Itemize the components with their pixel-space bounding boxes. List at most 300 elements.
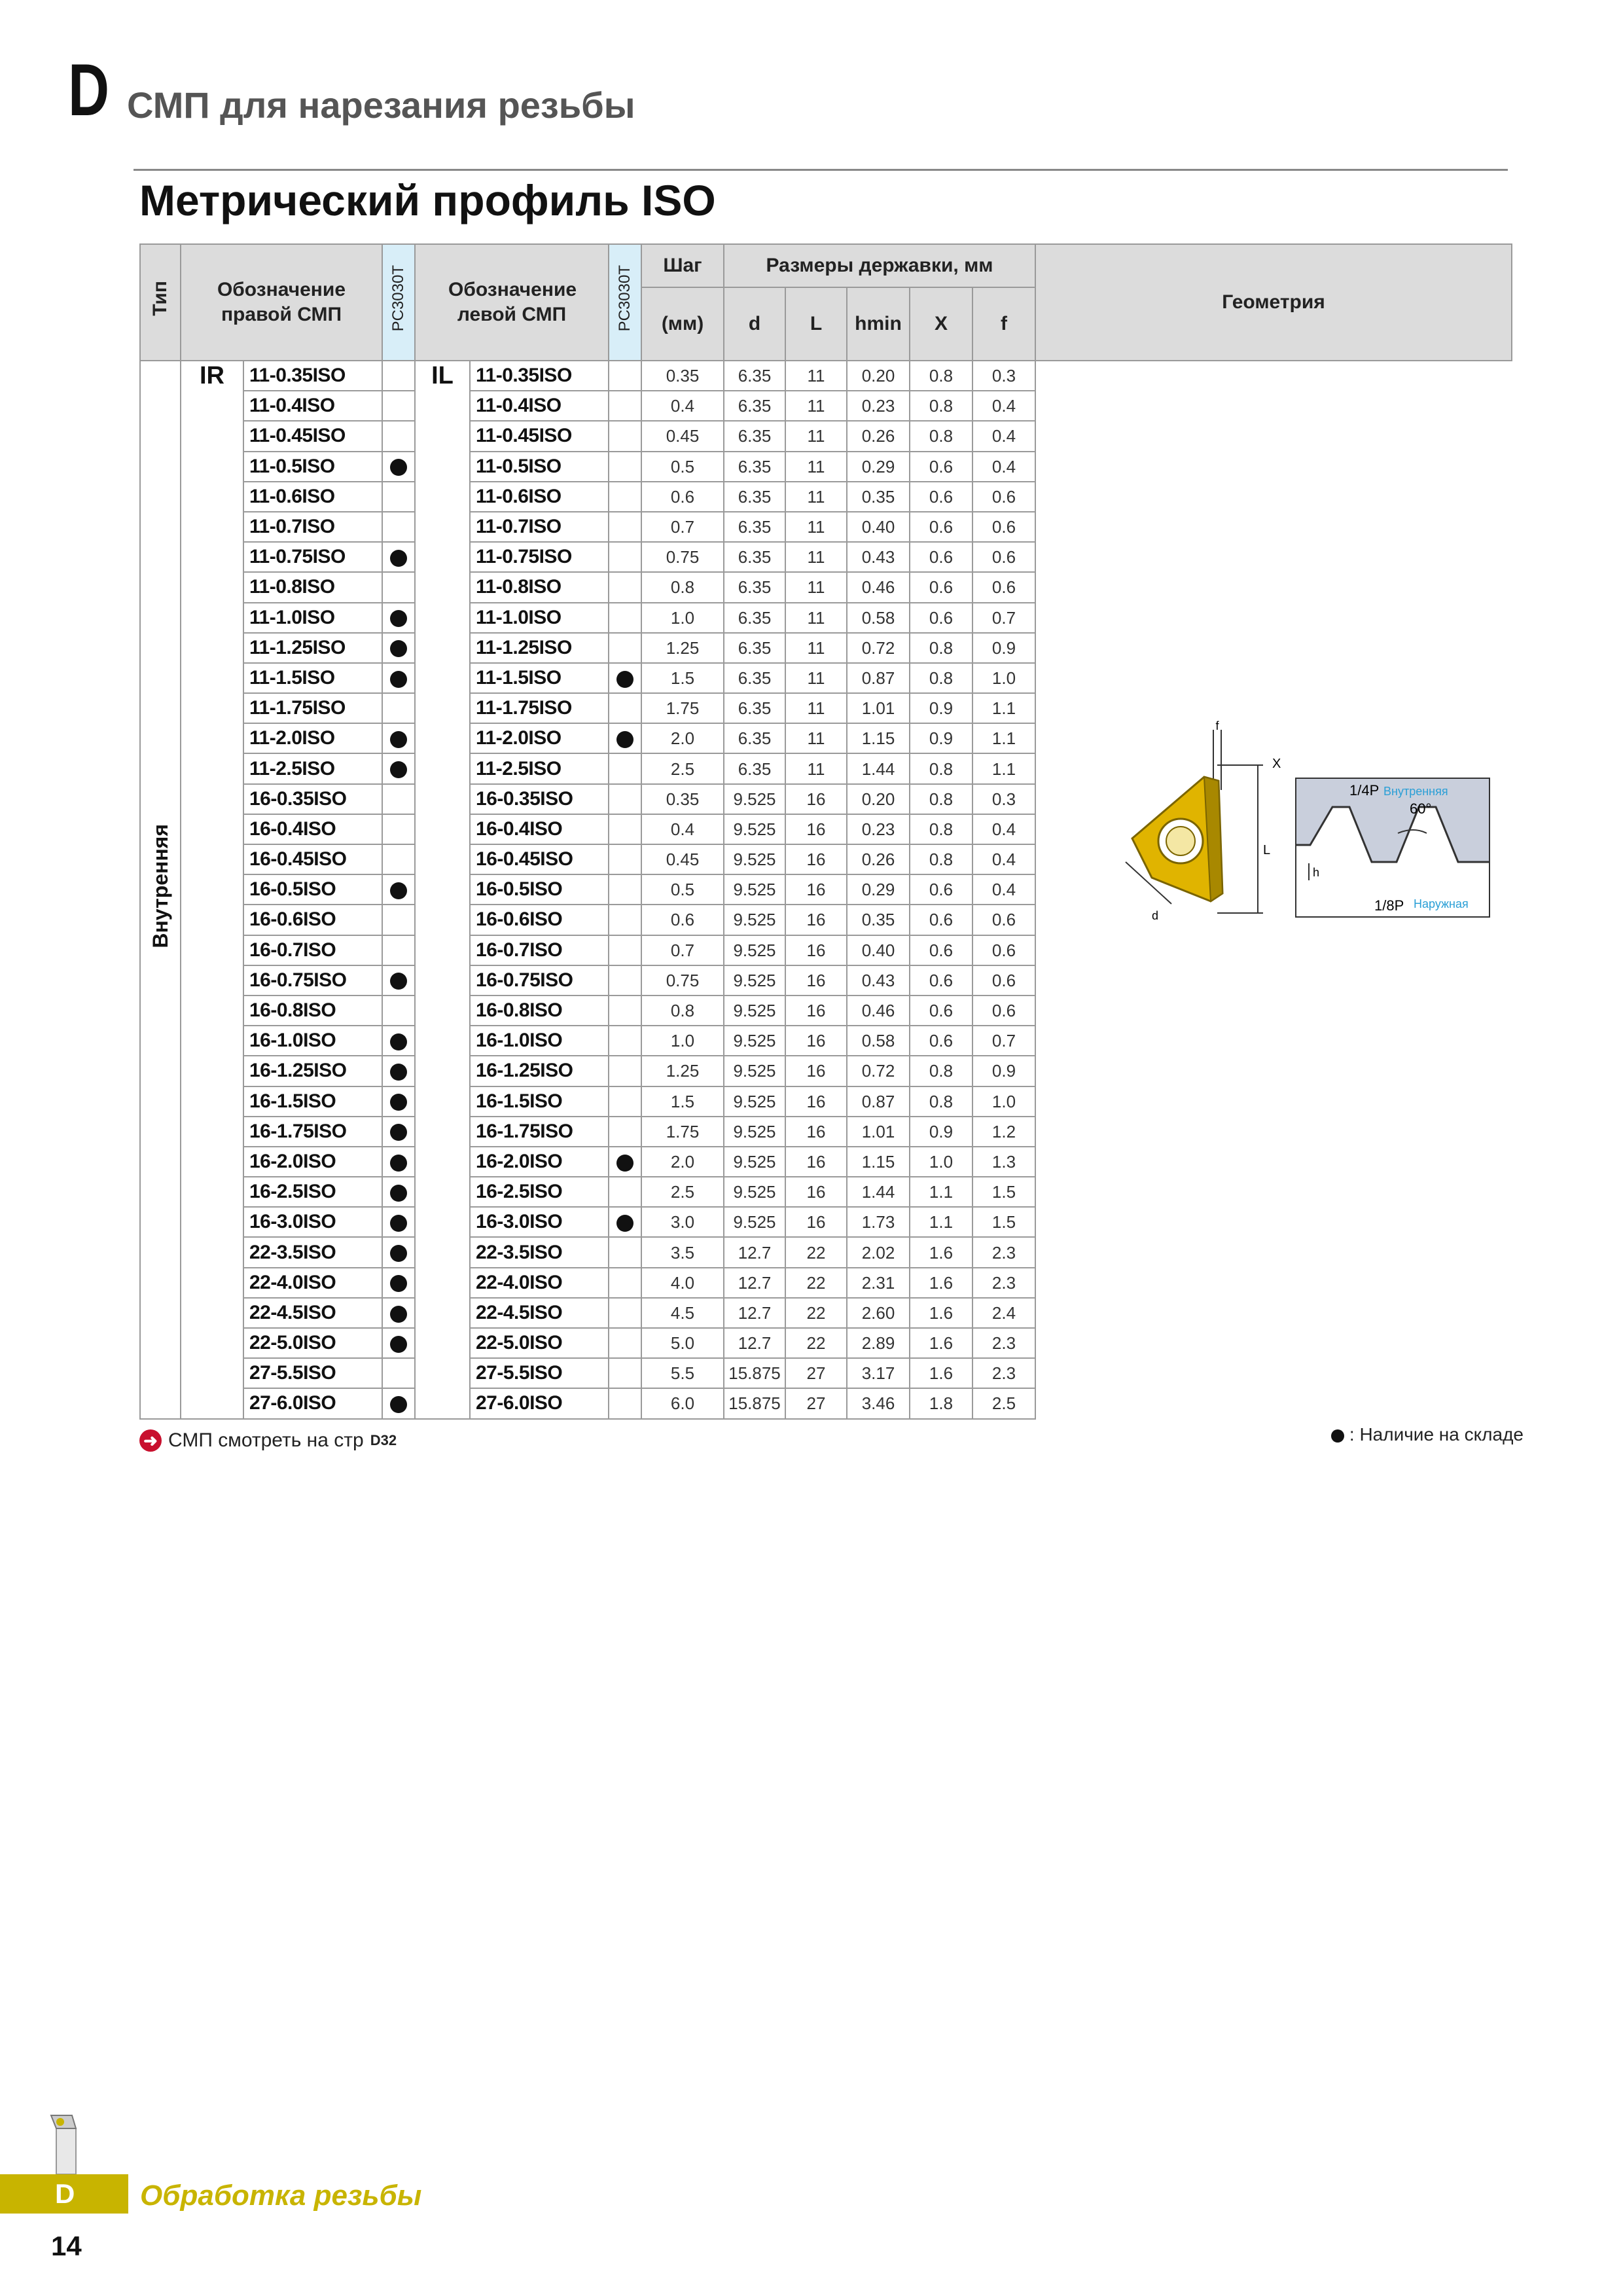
right-insert-name[interactable]: 22-4.0ISO — [243, 1268, 382, 1298]
left-insert-name[interactable]: 16-0.4ISO — [470, 814, 609, 844]
right-stock-cell — [382, 1207, 415, 1237]
right-stock-cell — [382, 935, 415, 965]
left-insert-name[interactable]: 16-2.5ISO — [470, 1177, 609, 1207]
stock-legend — [1331, 1424, 1524, 1445]
right-stock-cell — [382, 572, 415, 602]
left-stock-cell — [609, 1388, 641, 1418]
f-cell: 0.6 — [972, 482, 1035, 512]
x-cell: 0.9 — [910, 1117, 972, 1147]
pitch-cell: 0.75 — [641, 542, 724, 572]
f-cell: 1.2 — [972, 1117, 1035, 1147]
left-insert-name[interactable]: 16-0.6ISO — [470, 905, 609, 935]
f-cell: 0.3 — [972, 784, 1035, 814]
left-stock-cell — [609, 512, 641, 542]
d-cell: 9.525 — [724, 844, 785, 874]
stock-dot-icon — [390, 731, 407, 748]
hmin-cell: 1.01 — [847, 693, 910, 723]
right-stock-cell — [382, 814, 415, 844]
f-cell: 0.6 — [972, 512, 1035, 542]
page-number: 14 — [51, 2231, 82, 2261]
pitch-cell: 0.45 — [641, 421, 724, 451]
right-insert-name[interactable]: 11-0.4ISO — [243, 391, 382, 421]
right-stock-cell — [382, 452, 415, 482]
right-stock-cell — [382, 1056, 415, 1086]
right-insert-name[interactable]: 16-0.35ISO — [243, 784, 382, 814]
label-inner: Внутренняя — [1383, 785, 1448, 798]
stock-dot-icon — [390, 1033, 407, 1050]
right-tag: IR — [181, 361, 243, 1419]
stock-dot-icon — [390, 761, 407, 778]
right-insert-name[interactable]: 16-3.0ISO — [243, 1207, 382, 1237]
stock-dot-icon — [390, 1185, 407, 1202]
left-stock-cell — [609, 723, 641, 753]
left-insert-name[interactable]: 16-0.8ISO — [470, 996, 609, 1026]
right-stock-cell — [382, 1298, 415, 1328]
x-cell: 0.8 — [910, 421, 972, 451]
x-cell: 0.6 — [910, 542, 972, 572]
L-cell: 16 — [785, 814, 847, 844]
left-insert-name[interactable]: 16-2.0ISO — [470, 1147, 609, 1177]
stock-dot-icon — [390, 1336, 407, 1353]
left-stock-cell — [609, 753, 641, 783]
x-cell: 0.8 — [910, 784, 972, 814]
right-insert-name[interactable]: 16-0.45ISO — [243, 844, 382, 874]
hmin-cell: 1.15 — [847, 1147, 910, 1177]
right-stock-cell — [382, 512, 415, 542]
left-insert-name[interactable]: 11-1.25ISO — [470, 633, 609, 663]
left-stock-cell — [609, 421, 641, 451]
pitch-cell: 1.25 — [641, 633, 724, 663]
x-cell: 0.8 — [910, 753, 972, 783]
left-stock-cell — [609, 663, 641, 693]
left-stock-cell — [609, 542, 641, 572]
L-cell: 11 — [785, 663, 847, 693]
stock-dot-icon — [390, 1064, 407, 1081]
pitch-cell: 6.0 — [641, 1388, 724, 1418]
left-insert-name[interactable]: 22-4.5ISO — [470, 1298, 609, 1328]
label-eighth: 1/8P — [1374, 897, 1404, 914]
pitch-cell: 0.5 — [641, 452, 724, 482]
pitch-cell: 0.5 — [641, 874, 724, 905]
L-cell: 11 — [785, 512, 847, 542]
f-cell: 0.6 — [972, 996, 1035, 1026]
L-cell: 16 — [785, 1117, 847, 1147]
right-insert-name[interactable]: 16-2.5ISO — [243, 1177, 382, 1207]
x-cell: 1.6 — [910, 1328, 972, 1358]
f-cell: 1.1 — [972, 723, 1035, 753]
d-cell: 12.7 — [724, 1298, 785, 1328]
right-insert-name[interactable]: 11-0.75ISO — [243, 542, 382, 572]
stock-dot-icon — [616, 731, 633, 748]
label-quarter: 1/4P — [1349, 782, 1380, 798]
pitch-cell: 0.45 — [641, 844, 724, 874]
x-cell: 0.8 — [910, 814, 972, 844]
pitch-cell: 1.5 — [641, 663, 724, 693]
pitch-cell: 1.75 — [641, 1117, 724, 1147]
L-cell: 11 — [785, 452, 847, 482]
right-stock-cell — [382, 753, 415, 783]
left-insert-name[interactable]: 22-4.0ISO — [470, 1268, 609, 1298]
pitch-cell: 2.0 — [641, 723, 724, 753]
right-stock-cell — [382, 603, 415, 633]
left-insert-name[interactable]: 16-0.35ISO — [470, 784, 609, 814]
stock-dot-icon — [390, 671, 407, 688]
x-cell: 0.6 — [910, 905, 972, 935]
left-insert-name[interactable]: 16-1.0ISO — [470, 1026, 609, 1056]
left-insert-name[interactable]: 16-1.75ISO — [470, 1117, 609, 1147]
d-cell: 9.525 — [724, 996, 785, 1026]
right-insert-name[interactable]: 11-0.8ISO — [243, 572, 382, 602]
footer-section: Обработка резьбы — [140, 2179, 422, 2212]
left-stock-cell — [609, 844, 641, 874]
x-cell: 1.6 — [910, 1298, 972, 1328]
f-cell: 0.4 — [972, 874, 1035, 905]
x-cell: 1.6 — [910, 1268, 972, 1298]
table-row — [140, 361, 1512, 391]
hmin-cell: 0.26 — [847, 421, 910, 451]
L-cell: 22 — [785, 1237, 847, 1267]
label-d: d — [1152, 909, 1159, 922]
L-cell: 16 — [785, 905, 847, 935]
hmin-cell: 1.15 — [847, 723, 910, 753]
f-cell: 0.6 — [972, 905, 1035, 935]
header-X: X — [910, 287, 972, 361]
label-L: L — [1263, 843, 1271, 857]
pitch-cell: 0.8 — [641, 572, 724, 602]
L-cell: 11 — [785, 361, 847, 391]
right-stock-cell — [382, 1237, 415, 1267]
left-stock-cell — [609, 452, 641, 482]
f-cell: 2.5 — [972, 1388, 1035, 1418]
d-cell: 6.35 — [724, 663, 785, 693]
f-cell: 0.6 — [972, 935, 1035, 965]
left-insert-name[interactable]: 16-0.75ISO — [470, 965, 609, 996]
d-cell: 6.35 — [724, 452, 785, 482]
pitch-cell: 0.4 — [641, 814, 724, 844]
right-stock-cell — [382, 1026, 415, 1056]
hmin-cell: 0.35 — [847, 482, 910, 512]
d-cell: 6.35 — [724, 572, 785, 602]
right-insert-name[interactable]: 22-3.5ISO — [243, 1237, 382, 1267]
hmin-cell: 2.89 — [847, 1328, 910, 1358]
f-cell: 0.4 — [972, 452, 1035, 482]
f-cell: 2.3 — [972, 1328, 1035, 1358]
d-cell: 12.7 — [724, 1328, 785, 1358]
x-cell: 0.6 — [910, 1026, 972, 1056]
hmin-cell: 2.60 — [847, 1298, 910, 1328]
stock-dot-icon — [390, 1396, 407, 1413]
header-f: f — [972, 287, 1035, 361]
pitch-cell: 5.5 — [641, 1358, 724, 1388]
header-grade-right: PC3030T — [382, 244, 415, 361]
left-insert-name[interactable]: 16-0.45ISO — [470, 844, 609, 874]
L-cell: 16 — [785, 1086, 847, 1117]
x-cell: 0.6 — [910, 935, 972, 965]
L-cell: 16 — [785, 1147, 847, 1177]
L-cell: 16 — [785, 965, 847, 996]
f-cell: 0.9 — [972, 1056, 1035, 1086]
right-stock-cell — [382, 965, 415, 996]
hmin-cell: 1.01 — [847, 1117, 910, 1147]
stock-dot-icon — [390, 1245, 407, 1262]
header-hmin: hmin — [847, 287, 910, 361]
stock-dot-icon — [390, 1155, 407, 1172]
left-stock-cell — [609, 814, 641, 844]
left-stock-cell — [609, 391, 641, 421]
f-cell: 1.1 — [972, 753, 1035, 783]
stock-dot-icon — [390, 610, 407, 627]
L-cell: 22 — [785, 1328, 847, 1358]
left-insert-name[interactable]: 11-0.75ISO — [470, 542, 609, 572]
left-insert-name[interactable]: 27-5.5ISO — [470, 1358, 609, 1388]
right-insert-name[interactable]: 16-0.8ISO — [243, 996, 382, 1026]
pitch-cell: 1.5 — [641, 1086, 724, 1117]
see-page-note[interactable] — [139, 1429, 397, 1452]
right-insert-name[interactable]: 27-6.0ISO — [243, 1388, 382, 1418]
x-cell: 0.6 — [910, 874, 972, 905]
right-stock-cell — [382, 1117, 415, 1147]
L-cell: 16 — [785, 844, 847, 874]
right-insert-name[interactable]: 16-1.75ISO — [243, 1117, 382, 1147]
d-cell: 6.35 — [724, 723, 785, 753]
right-insert-name[interactable]: 22-5.0ISO — [243, 1328, 382, 1358]
pitch-cell: 5.0 — [641, 1328, 724, 1358]
stock-dot-icon — [390, 973, 407, 990]
d-cell: 9.525 — [724, 965, 785, 996]
left-stock-cell — [609, 1177, 641, 1207]
right-insert-name[interactable]: 22-4.5ISO — [243, 1298, 382, 1328]
hmin-cell: 0.35 — [847, 905, 910, 935]
left-insert-name[interactable]: 11-1.0ISO — [470, 603, 609, 633]
d-cell: 15.875 — [724, 1358, 785, 1388]
left-stock-cell — [609, 784, 641, 814]
stock-dot-icon — [390, 1275, 407, 1292]
right-insert-name[interactable]: 16-0.75ISO — [243, 965, 382, 996]
f-cell: 2.3 — [972, 1358, 1035, 1388]
x-cell: 1.6 — [910, 1358, 972, 1388]
f-cell: 0.9 — [972, 633, 1035, 663]
left-stock-cell — [609, 572, 641, 602]
right-stock-cell — [382, 1147, 415, 1177]
right-insert-name[interactable]: 11-2.0ISO — [243, 723, 382, 753]
d-cell: 6.35 — [724, 512, 785, 542]
right-stock-cell — [382, 482, 415, 512]
hmin-cell: 1.44 — [847, 1177, 910, 1207]
stock-dot-icon — [390, 1124, 407, 1141]
right-insert-name[interactable]: 11-0.5ISO — [243, 452, 382, 482]
x-cell: 0.6 — [910, 482, 972, 512]
right-stock-cell — [382, 723, 415, 753]
d-cell: 9.525 — [724, 1056, 785, 1086]
d-cell: 6.35 — [724, 693, 785, 723]
left-stock-cell — [609, 1328, 641, 1358]
header-geometry: Геометрия — [1035, 244, 1512, 361]
right-insert-name[interactable]: 11-0.6ISO — [243, 482, 382, 512]
f-cell: 0.4 — [972, 391, 1035, 421]
right-insert-name[interactable]: 16-0.6ISO — [243, 905, 382, 935]
d-cell: 9.525 — [724, 1086, 785, 1117]
d-cell: 12.7 — [724, 1237, 785, 1267]
L-cell: 11 — [785, 572, 847, 602]
x-cell: 0.6 — [910, 996, 972, 1026]
hmin-cell: 0.40 — [847, 512, 910, 542]
left-stock-cell — [609, 935, 641, 965]
d-cell: 6.35 — [724, 753, 785, 783]
f-cell: 1.1 — [972, 693, 1035, 723]
right-insert-name[interactable]: 11-2.5ISO — [243, 753, 382, 783]
right-insert-name[interactable]: 16-0.5ISO — [243, 874, 382, 905]
right-stock-cell — [382, 874, 415, 905]
left-insert-name[interactable]: 16-0.5ISO — [470, 874, 609, 905]
left-stock-cell — [609, 1358, 641, 1388]
f-cell: 1.3 — [972, 1147, 1035, 1177]
d-cell: 9.525 — [724, 1177, 785, 1207]
hmin-cell: 0.58 — [847, 1026, 910, 1056]
thread-profile — [1296, 778, 1489, 917]
hmin-cell: 0.72 — [847, 633, 910, 663]
d-cell: 9.525 — [724, 1147, 785, 1177]
pitch-cell: 0.35 — [641, 361, 724, 391]
left-insert-name[interactable]: 11-1.75ISO — [470, 693, 609, 723]
left-insert-name[interactable]: 22-5.0ISO — [470, 1328, 609, 1358]
f-cell: 0.4 — [972, 814, 1035, 844]
hmin-cell: 0.23 — [847, 391, 910, 421]
pitch-cell: 0.35 — [641, 784, 724, 814]
left-insert-name[interactable]: 11-0.4ISO — [470, 391, 609, 421]
pitch-cell: 1.25 — [641, 1056, 724, 1086]
d-cell: 15.875 — [724, 1388, 785, 1418]
f-cell: 1.0 — [972, 1086, 1035, 1117]
left-stock-cell — [609, 1026, 641, 1056]
right-stock-cell — [382, 1388, 415, 1418]
x-cell: 0.6 — [910, 512, 972, 542]
right-insert-name[interactable]: 11-1.0ISO — [243, 603, 382, 633]
left-insert-name[interactable]: 11-0.7ISO — [470, 512, 609, 542]
x-cell: 0.6 — [910, 965, 972, 996]
d-cell: 12.7 — [724, 1268, 785, 1298]
left-stock-cell — [609, 1086, 641, 1117]
pitch-cell: 3.5 — [641, 1237, 724, 1267]
d-cell: 9.525 — [724, 935, 785, 965]
right-insert-name[interactable]: 11-0.45ISO — [243, 421, 382, 451]
x-cell: 0.9 — [910, 693, 972, 723]
left-stock-cell — [609, 1117, 641, 1147]
hmin-cell: 0.87 — [847, 1086, 910, 1117]
left-stock-cell — [609, 1268, 641, 1298]
right-insert-name[interactable]: 16-1.25ISO — [243, 1056, 382, 1086]
hmin-cell: 0.23 — [847, 814, 910, 844]
hmin-cell: 0.20 — [847, 361, 910, 391]
d-cell: 6.35 — [724, 542, 785, 572]
right-stock-cell — [382, 633, 415, 663]
header-pitch-unit: (мм) — [641, 287, 724, 361]
right-insert-name[interactable]: 27-5.5ISO — [243, 1358, 382, 1388]
left-insert-name[interactable]: 11-0.8ISO — [470, 572, 609, 602]
pitch-cell: 1.0 — [641, 1026, 724, 1056]
d-cell: 9.525 — [724, 814, 785, 844]
left-stock-cell — [609, 1207, 641, 1237]
right-stock-cell — [382, 1177, 415, 1207]
stock-dot-icon — [390, 1094, 407, 1111]
hmin-cell: 0.72 — [847, 1056, 910, 1086]
right-stock-cell — [382, 693, 415, 723]
right-insert-name[interactable]: 16-2.0ISO — [243, 1147, 382, 1177]
right-stock-cell — [382, 784, 415, 814]
hmin-cell: 0.46 — [847, 996, 910, 1026]
left-insert-name[interactable]: 16-3.0ISO — [470, 1207, 609, 1237]
left-stock-cell — [609, 905, 641, 935]
right-stock-cell — [382, 361, 415, 391]
pitch-cell: 1.75 — [641, 693, 724, 723]
right-insert-name[interactable]: 16-1.5ISO — [243, 1086, 382, 1117]
left-insert-name[interactable]: 11-2.0ISO — [470, 723, 609, 753]
right-stock-cell — [382, 1328, 415, 1358]
left-insert-name[interactable]: 11-2.5ISO — [470, 753, 609, 783]
right-stock-cell — [382, 1358, 415, 1388]
hmin-cell: 0.26 — [847, 844, 910, 874]
d-cell: 6.35 — [724, 421, 785, 451]
left-insert-name[interactable]: 11-0.45ISO — [470, 421, 609, 451]
left-stock-cell — [609, 482, 641, 512]
hmin-cell: 1.73 — [847, 1207, 910, 1237]
left-insert-name[interactable]: 16-1.5ISO — [470, 1086, 609, 1117]
header-pitch: Шаг — [641, 244, 724, 287]
left-insert-name[interactable]: 27-6.0ISO — [470, 1388, 609, 1418]
left-insert-name[interactable]: 11-0.35ISO — [470, 361, 609, 391]
f-cell: 2.3 — [972, 1237, 1035, 1267]
x-cell: 1.8 — [910, 1388, 972, 1418]
hmin-cell: 0.43 — [847, 965, 910, 996]
d-cell: 6.35 — [724, 633, 785, 663]
right-stock-cell — [382, 542, 415, 572]
chapter-letter: D — [68, 49, 110, 131]
L-cell: 16 — [785, 935, 847, 965]
L-cell: 16 — [785, 1207, 847, 1237]
left-insert-name[interactable]: 11-0.6ISO — [470, 482, 609, 512]
right-insert-name[interactable]: 16-0.7ISO — [243, 935, 382, 965]
left-insert-name[interactable]: 16-0.7ISO — [470, 935, 609, 965]
right-insert-name[interactable]: 11-1.25ISO — [243, 633, 382, 663]
d-cell: 6.35 — [724, 391, 785, 421]
L-cell: 11 — [785, 421, 847, 451]
right-insert-name[interactable]: 11-0.35ISO — [243, 361, 382, 391]
left-insert-name[interactable]: 11-0.5ISO — [470, 452, 609, 482]
left-insert-name[interactable]: 16-1.25ISO — [470, 1056, 609, 1086]
hmin-cell: 0.58 — [847, 603, 910, 633]
left-insert-name[interactable]: 11-1.5ISO — [470, 663, 609, 693]
right-stock-cell — [382, 844, 415, 874]
d-cell: 6.35 — [724, 361, 785, 391]
right-insert-name[interactable]: 11-0.7ISO — [243, 512, 382, 542]
label-outer: Наружная — [1414, 897, 1469, 910]
pitch-cell: 0.6 — [641, 905, 724, 935]
left-stock-cell — [609, 1237, 641, 1267]
d-cell: 9.525 — [724, 874, 785, 905]
hmin-cell: 0.40 — [847, 935, 910, 965]
right-insert-name[interactable]: 16-1.0ISO — [243, 1026, 382, 1056]
stock-dot-icon — [390, 1306, 407, 1323]
right-insert-name[interactable]: 11-1.5ISO — [243, 663, 382, 693]
see-page-ref[interactable]: D32 — [370, 1432, 397, 1448]
hmin-cell: 1.44 — [847, 753, 910, 783]
x-cell: 0.8 — [910, 663, 972, 693]
pitch-cell: 0.7 — [641, 512, 724, 542]
stock-dot-icon — [616, 671, 633, 688]
right-insert-name[interactable]: 11-1.75ISO — [243, 693, 382, 723]
tool-thumbnail-icon — [46, 2113, 85, 2174]
left-insert-name[interactable]: 22-3.5ISO — [470, 1237, 609, 1267]
right-insert-name[interactable]: 16-0.4ISO — [243, 814, 382, 844]
